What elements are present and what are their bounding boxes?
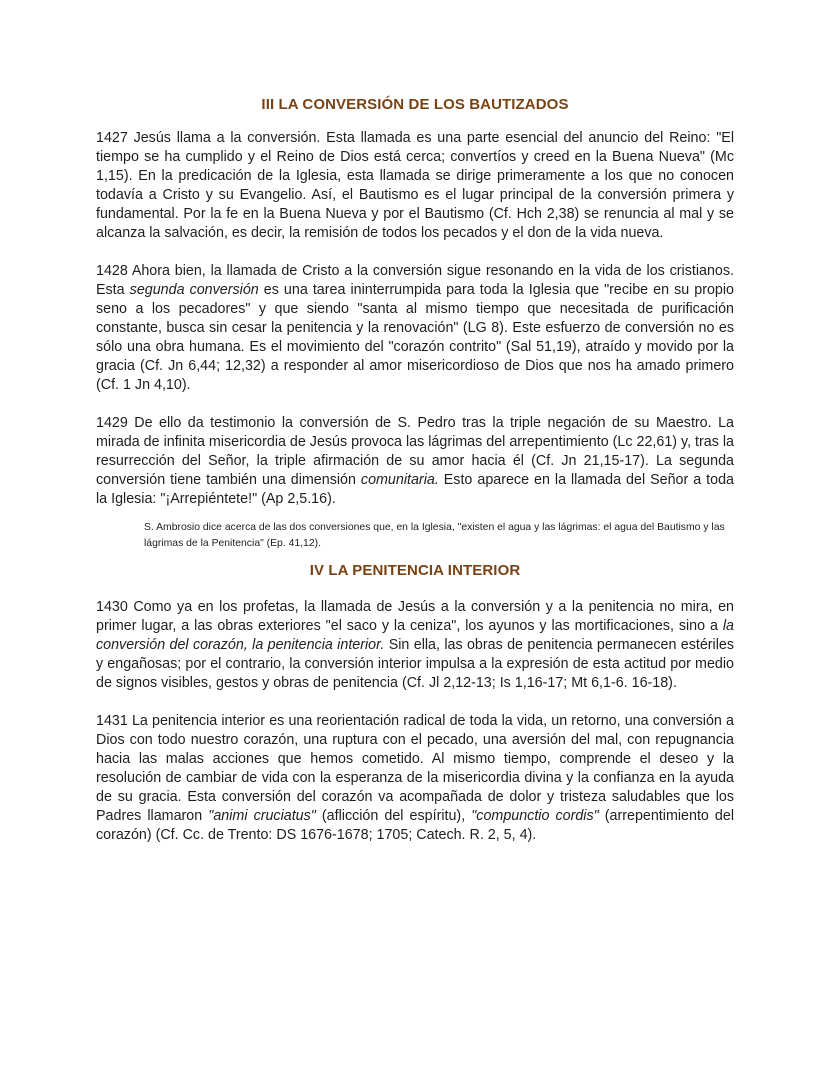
footnote-ambrosio: S. Ambrosio dice acerca de las dos conversiones que, en la Iglesia, "existen el agua y las lágrimas: el agua del Bautismo y las lágrimas de la Penitencia" (Ep. 41,12).: [144, 522, 725, 549]
paragraph-1430: [96, 598, 734, 693]
paragraph-1431-emphasis-1: "animi cruciatus": [208, 808, 316, 824]
paragraph-1427: [96, 129, 734, 243]
section-heading-conversion: III LA CONVERSIÓN DE LOS BAUTIZADOS: [261, 96, 569, 113]
paragraph-1431-text-a: 1431 La penitencia interior es una reorientación radical de toda la vida, un retorno, una conversión a Dios con todo nuestro corazón, una ruptura con el pecado, una aversión del mal, con repugnancia hacia las malas acciones que hemos cometido. Al mismo tiempo, comprende el deseo y la resolución de cambiar de vida con la esperanza de la misericordia divina y la confianza en la ayuda de su gracia. Esta conversión del corazón va acompañada de dolor y tristeza saludables que los Padres llamaron: [96, 713, 734, 824]
paragraph-1431-emphasis-2: "compunctio cordis": [471, 808, 599, 824]
paragraph-1429-text-b: Esto aparece en la llamada del Señor a toda la Iglesia: "¡Arrepiéntete!" (Ap 2,5.16).: [96, 472, 734, 507]
paragraph-1430-text-b: Sin ella, las obras de penitencia permanecen estériles y engañosas; por el contrario, la conversión interior impulsa a la expresión de esta actitud por medio de signos visibles, gestos y obras de penitencia (Cf. Jl 2,12-13; Is 1,16-17; Mt 6,1-6. 16-18).: [96, 637, 734, 691]
paragraph-1428-text-a: 1428 Ahora bien, la llamada de Cristo a la conversión sigue resonando en la vida de los cristianos. Esta: [96, 263, 734, 298]
paragraph-1430-emphasis: la conversión del corazón, la penitencia interior.: [96, 618, 734, 653]
paragraph-1430-text-a: 1430 Como ya en los profetas, la llamada de Jesús a la conversión y a la penitencia no mira, en primer lugar, a las obras exteriores "el saco y la ceniza", los ayunos y las mortificaciones, sino a: [96, 599, 734, 634]
paragraph-1429-text-a: 1429 De ello da testimonio la conversión de S. Pedro tras la triple negación de su Maestro. La mirada de infinita misericordia de Jesús provoca las lágrimas del arrepentimiento (Lc 22,61) y, tras la resurrección del Señor, la triple afirmación de su amor hacia él (Cf. Jn 21,15-17). La segunda conversión tiene también una dimensión: [96, 415, 734, 488]
paragraph-1431: [96, 712, 734, 845]
paragraph-1429: [96, 414, 734, 509]
paragraph-1428-text-b: es una tarea ininterrumpida para toda la Iglesia que "recibe en su propio seno a los pecadores" y que siendo "santa al mismo tiempo que necesitada de purificación constante, busca sin cesar la penitencia y la renovación" (LG 8). Este esfuerzo de conversión no es sólo una obra humana. Es el movimiento del "corazón contrito" (Sal 51,19), atraído y movido por la gracia (Cf. Jn 6,44; 12,32) a responder al amor misericordioso de Dios que nos ha amado primero (Cf. 1 Jn 4,10).: [96, 282, 734, 393]
paragraph-1428: [96, 262, 734, 395]
paragraph-1428-emphasis: segunda conversión: [129, 282, 259, 298]
document-page: [96, 88, 734, 864]
paragraph-1431-text-b: (aflicción del espíritu),: [315, 808, 472, 824]
paragraph-1429-emphasis: comunitaria.: [360, 472, 439, 488]
paragraph-1431-text-c: (arrepentimiento del corazón) (Cf. Cc. de Trento: DS 1676-1678; 1705; Catech. R. 2, 5, 4).: [96, 808, 735, 843]
paragraph-1427-text: 1427 Jesús llama a la conversión. Esta llamada es una parte esencial del anuncio del Reino: "El tiempo se ha cumplido y el Reino de Dios está cerca; convertíos y creed en la Buena Nueva" (Mc 1,15). En la predicación de la Iglesia, esta llamada se dirige primeramente a los que no conocen todavía a Cristo y su Evangelio. Así, el Bautismo es el lugar principal de la conversión primera y fundamental. Por la fe en la Buena Nueva y por el Bautismo (Cf. Hch 2,38) se renuncia al mal y se alcanza la salvación, es decir, la remisión de todos los pecados y el don de la vida nueva.: [96, 130, 734, 241]
section-heading-penitencia: IV LA PENITENCIA INTERIOR: [309, 562, 521, 579]
